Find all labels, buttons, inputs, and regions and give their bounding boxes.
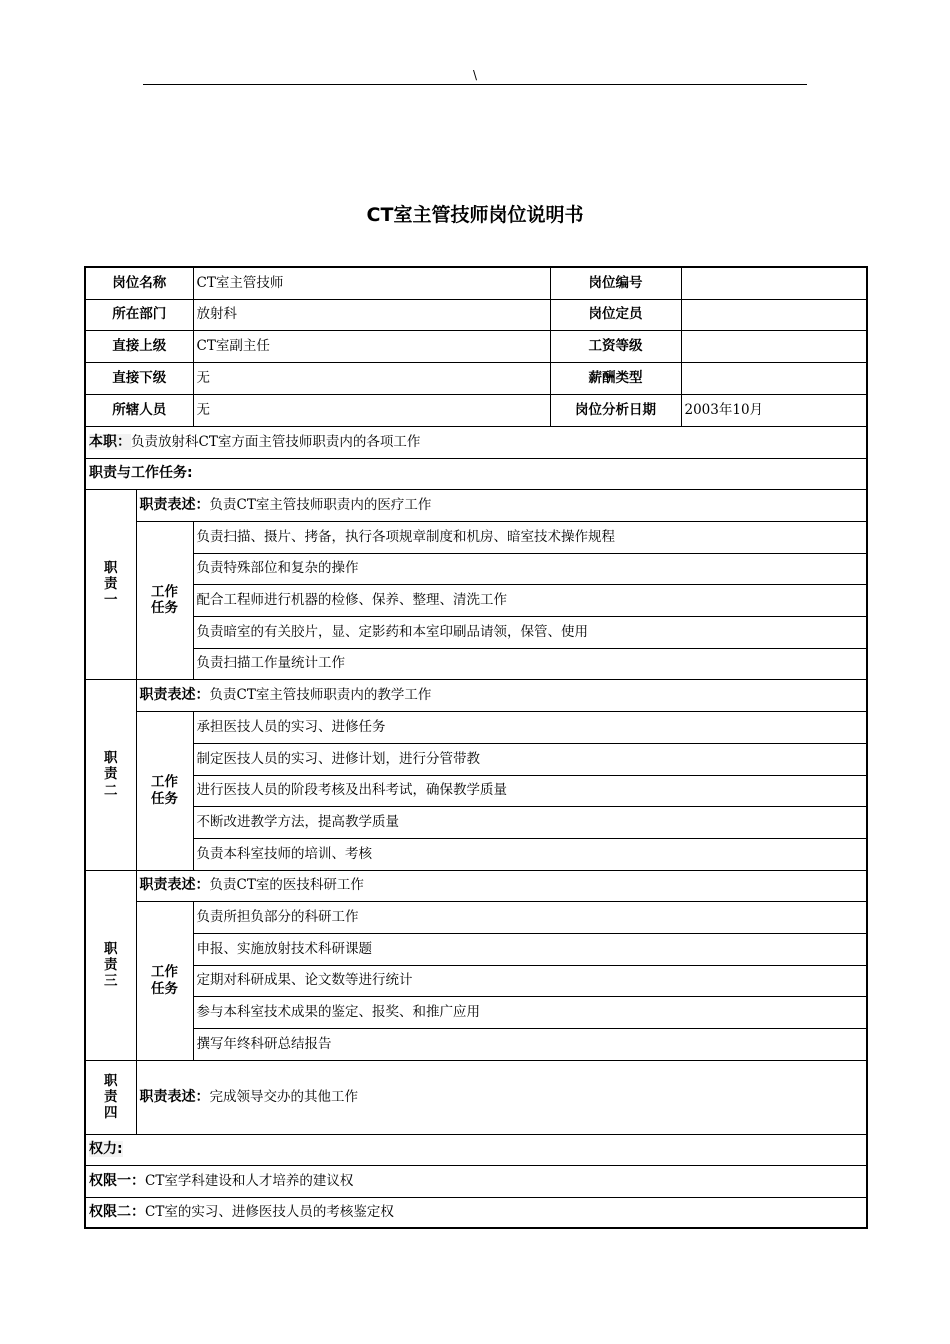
duty-statement-row — [85, 1060, 867, 1134]
duty-name-char: 责 — [104, 1088, 118, 1105]
task-item: 进行医技人员的阶段考核及出科考试，确保教学质量 — [193, 775, 867, 806]
duty-name-char: 一 — [104, 592, 118, 609]
info-value: 无 — [193, 394, 550, 426]
duty-summary-row — [85, 426, 867, 458]
task-row — [85, 584, 867, 616]
task-label-line: 任务 — [151, 790, 178, 807]
task-item: 撰写年终科研总结报告 — [193, 1028, 867, 1060]
task-item: 负责暗室的有关胶片，显、定影药和本室印刷品请领，保管、使用 — [193, 616, 867, 648]
info-row — [85, 267, 867, 299]
task-row — [85, 965, 867, 996]
task-row — [85, 838, 867, 870]
duties-header-row — [85, 458, 867, 489]
duty-statement-row — [85, 679, 867, 711]
task-row — [85, 901, 867, 933]
task-row — [85, 743, 867, 775]
duty-name-char: 责 — [104, 956, 118, 973]
info-label: 所辖人员 — [85, 394, 193, 426]
duty-summary-text: 负责放射科CT室方面主管技师职责内的各项工作 — [131, 433, 421, 450]
duty-statement: 完成领导交办的其他工作 — [209, 1088, 358, 1105]
info-label: 岗位定员 — [550, 299, 681, 330]
page-title: CT室主管技师岗位说明书 — [366, 204, 584, 226]
task-row — [85, 775, 867, 806]
info-label: 岗位名称 — [85, 267, 193, 299]
duty-name-char: 责 — [104, 575, 118, 592]
task-row — [85, 933, 867, 965]
task-label-line: 工作 — [151, 774, 178, 791]
power-text: CT室的实习、进修医技人员的考核鉴定权 — [145, 1203, 394, 1220]
info-label: 岗位分析日期 — [550, 394, 681, 426]
info-value: 2003年10月 — [681, 394, 867, 426]
task-row — [85, 1028, 867, 1060]
duty-name-char: 四 — [104, 1105, 118, 1122]
duty-name — [85, 679, 136, 870]
info-value: CT室副主任 — [193, 330, 550, 362]
powers-header-row — [85, 1134, 867, 1165]
task-item: 负责特殊部位和复杂的操作 — [193, 553, 867, 584]
task-label — [136, 521, 193, 679]
info-label: 岗位编号 — [550, 267, 681, 299]
duty-statement-row — [85, 489, 867, 521]
info-label: 工资等级 — [550, 330, 681, 362]
duty-statement: 负责CT室主管技师职责内的教学工作 — [209, 686, 432, 703]
duties-header: 职责与工作任务: — [89, 465, 193, 482]
task-row — [85, 711, 867, 743]
duty-statement-label: 职责表述： — [139, 686, 210, 703]
task-label-line: 任务 — [151, 980, 178, 997]
duty-name-char: 职 — [104, 750, 118, 767]
task-item: 申报、实施放射技术科研课题 — [193, 933, 867, 965]
task-row — [85, 521, 867, 553]
task-row — [85, 996, 867, 1028]
info-row — [85, 330, 867, 362]
task-label-line: 工作 — [151, 583, 178, 600]
task-item: 负责扫描、摄片、拷备，执行各项规章制度和机房、暗室技术操作规程 — [193, 521, 867, 553]
power-label: 权限一： — [89, 1172, 145, 1189]
task-item: 参与本科室技术成果的鉴定、报奖、和推广应用 — [193, 996, 867, 1028]
task-label-line: 工作 — [151, 964, 178, 981]
info-label: 薪酬类型 — [550, 362, 681, 394]
duty-summary-label: 本职： — [89, 433, 131, 450]
info-value: CT室主管技师 — [193, 267, 550, 299]
power-label: 权限二： — [89, 1203, 145, 1220]
duty-name-char: 职 — [104, 1072, 118, 1089]
task-item: 配合工程师进行机器的检修、保养、整理、清洗工作 — [193, 584, 867, 616]
info-label: 所在部门 — [85, 299, 193, 330]
header-mark: \ — [473, 68, 478, 82]
info-label: 直接下级 — [85, 362, 193, 394]
task-row — [85, 616, 867, 648]
header-rule — [143, 84, 807, 85]
info-row — [85, 299, 867, 330]
task-label — [136, 901, 193, 1060]
duty-name-char: 职 — [104, 559, 118, 576]
duty-name-char: 责 — [104, 766, 118, 783]
task-item: 制定医技人员的实习、进修计划，进行分管带教 — [193, 743, 867, 775]
duty-statement-row — [85, 870, 867, 901]
info-value: 无 — [193, 362, 550, 394]
info-value: 放射科 — [193, 299, 550, 330]
duty-statement: 负责CT室的医技科研工作 — [209, 877, 364, 894]
task-row — [85, 648, 867, 679]
duty-statement-label: 职责表述： — [139, 1088, 210, 1105]
task-item: 不断改进教学方法，提高教学质量 — [193, 806, 867, 838]
info-value — [681, 330, 867, 362]
duty-name-char: 二 — [104, 782, 118, 799]
duty-name-char: 三 — [104, 973, 118, 990]
task-label-line: 任务 — [151, 600, 178, 616]
task-label — [136, 711, 193, 870]
info-value — [681, 362, 867, 394]
duty-name — [85, 870, 136, 1060]
task-item: 定期对科研成果、论文数等进行统计 — [193, 965, 867, 996]
powers-header: 权力: — [89, 1141, 123, 1158]
info-row — [85, 362, 867, 394]
task-item: 负责扫描工作量统计工作 — [193, 648, 867, 679]
power-text: CT室学科建设和人才培养的建议权 — [145, 1172, 354, 1189]
duty-statement-label: 职责表述： — [139, 877, 210, 894]
duty-statement: 负责CT室主管技师职责内的医疗工作 — [209, 496, 432, 513]
task-item: 承担医技人员的实习、进修任务 — [193, 711, 867, 743]
duty-name — [85, 1060, 136, 1134]
info-row — [85, 394, 867, 426]
info-value — [681, 299, 867, 330]
task-row — [85, 553, 867, 584]
duty-statement-label: 职责表述： — [139, 496, 210, 513]
power-row — [85, 1197, 867, 1228]
task-item: 负责本科室技师的培训、考核 — [193, 838, 867, 870]
duty-name-char: 职 — [104, 940, 118, 957]
duty-name — [85, 489, 136, 679]
job-description-table — [84, 266, 868, 1229]
task-item: 负责所担负部分的科研工作 — [193, 901, 867, 933]
task-row — [85, 806, 867, 838]
info-value — [681, 267, 867, 299]
info-label: 直接上级 — [85, 330, 193, 362]
power-row — [85, 1165, 867, 1197]
